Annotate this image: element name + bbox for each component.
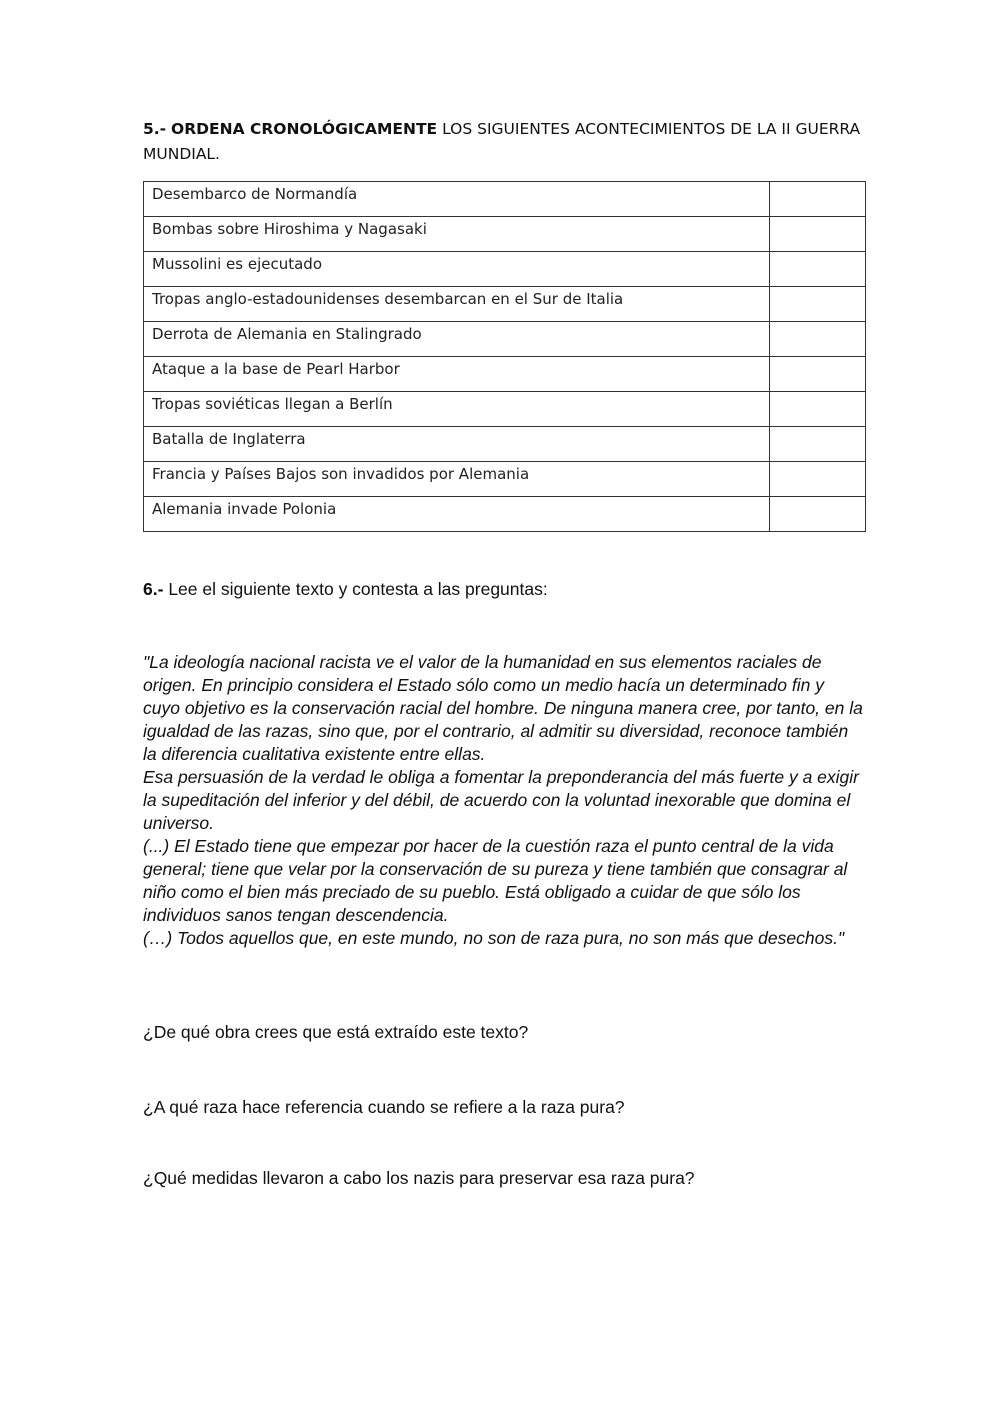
events-table — [143, 181, 866, 532]
table-row — [144, 287, 866, 322]
quote-paragraph: (...) El Estado tiene que empezar por hacer de la cuestión raza el punto central de la vida general; tiene que velar por la conservación de su pureza y tiene también que consagrar al niño como el bien más preciado de su pueblo. Está obligado a cuidar de que sólo los individuos sanos tengan descendencia. — [143, 836, 848, 925]
quote-paragraph: Esa persuasión de la verdad le obliga a fomentar la preponderancia del más fuerte y a exigir la supeditación del inferior y del débil, de acuerdo con la voluntad inexorable que domina el universo. — [143, 767, 859, 833]
table-row — [144, 392, 866, 427]
order-answer-cell[interactable] — [770, 357, 866, 392]
table-row — [144, 427, 866, 462]
table-row — [144, 322, 866, 357]
event-cell: Tropas soviéticas llegan a Berlín — [144, 392, 770, 427]
event-cell: Ataque a la base de Pearl Harbor — [144, 357, 770, 392]
order-answer-cell[interactable] — [770, 287, 866, 322]
order-answer-cell[interactable] — [770, 427, 866, 462]
table-row — [144, 497, 866, 532]
order-answer-cell[interactable] — [770, 182, 866, 217]
event-cell: Tropas anglo-estadounidenses desembarcan en el Sur de Italia — [144, 287, 770, 322]
order-answer-cell[interactable] — [770, 462, 866, 497]
question-nazi-measures: ¿Qué medidas llevaron a cabo los nazis para preservar esa raza pura? — [143, 1168, 695, 1188]
question-5-heading — [143, 117, 863, 167]
table-row — [144, 357, 866, 392]
order-answer-cell[interactable] — [770, 217, 866, 252]
event-cell: Mussolini es ejecutado — [144, 252, 770, 287]
question-6-text: Lee el siguiente texto y contesta a las preguntas: — [168, 579, 548, 599]
table-row — [144, 462, 866, 497]
question-6-number: 6.- — [143, 579, 164, 599]
table-row — [144, 252, 866, 287]
event-cell: Alemania invade Polonia — [144, 497, 770, 532]
quote-paragraph: (…) Todos aquellos que, en este mundo, no son de raza pura, no son más que desechos." — [143, 928, 845, 948]
table-row — [144, 182, 866, 217]
quote-paragraph: "La ideología nacional racista ve el valor de la humanidad en sus elementos raciales de origen. En principio considera el Estado sólo como un medio hacía un determinado fin y cuyo objetivo es la conservación racial del hombre. De ninguna manera cree, por tanto, en la igualdad de las razas, sino que, por el contrario, al admitir su diversidad, reconoce también la diferencia cualitativa existente entre ellas. — [143, 652, 863, 764]
order-answer-cell[interactable] — [770, 322, 866, 357]
order-answer-cell[interactable] — [770, 392, 866, 427]
event-cell: Batalla de Inglaterra — [144, 427, 770, 462]
question-5-instruction: ORDENA CRONOLÓGICAMENTE — [171, 120, 438, 138]
question-5-number: 5.- — [143, 120, 167, 138]
question-pure-race: ¿A qué raza hace referencia cuando se refiere a la raza pura? — [143, 1097, 625, 1117]
quote-text — [143, 651, 863, 950]
question-6-heading — [143, 579, 548, 600]
event-cell: Desembarco de Normandía — [144, 182, 770, 217]
question-5-text: LOS SIGUIENTES ACONTECIMIENTOS DE LA II GUERRA MUNDIAL. — [143, 120, 861, 163]
order-answer-cell[interactable] — [770, 252, 866, 287]
table-row — [144, 217, 866, 252]
event-cell: Francia y Países Bajos son invadidos por Alemania — [144, 462, 770, 497]
question-source-work: ¿De qué obra crees que está extraído este texto? — [143, 1022, 529, 1042]
event-cell: Derrota de Alemania en Stalingrado — [144, 322, 770, 357]
order-answer-cell[interactable] — [770, 497, 866, 532]
event-cell: Bombas sobre Hiroshima y Nagasaki — [144, 217, 770, 252]
